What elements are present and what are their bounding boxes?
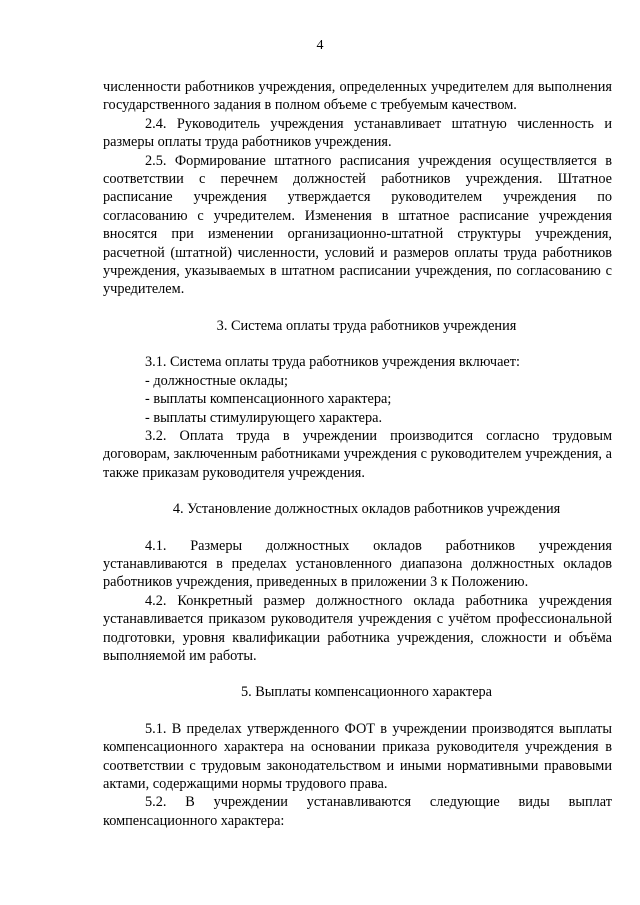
paragraph-2-5: 2.5. Формирование штатного расписания учреждения осуществляется в соответствии с перечнем должностей работников учреждения. Штатное расписание учреждения утверждается руководителем учреждения по согласованию с учредителем. Изменения в штатное расписание учреждения вносятся при изменении организационно-штатной структуры учреждения, расчетной (штатной) численности, условий и размеров оплаты труда работников учреждения, указываемых в штатном расписании учреждения, по согласованию с учредителем. bbox=[103, 152, 612, 298]
paragraph-4-2: 4.2. Конкретный размер должностного оклада работника учреждения устанавливается приказом руководителя учреждения с учётом профессиональной подготовки, уровня квалификации работника учреждения, сложности и объёма выполняемой им работы. bbox=[103, 592, 612, 664]
paragraph-3-1: 3.1. Система оплаты труда работников учреждения включает: bbox=[145, 354, 520, 371]
section-heading-5: 5. Выплаты компенсационного характера bbox=[240, 684, 493, 701]
paragraph-5-1: 5.1. В пределах утвержденного ФОТ в учреждении производятся выплаты компенсационного характера на основании приказа руководителя учреждения в соответствии с трудовым законодательством и иными нормативными правовыми актами, содержащими нормы трудового права. bbox=[103, 720, 612, 792]
list-item-incentive: - выплаты стимулирующего характера. bbox=[145, 409, 383, 426]
paragraph-3-2: 3.2. Оплата труда в учреждении производится согласно трудовым договорам, заключенным работниками учреждения с руководителем учреждения, а также приказам руководителя учреждения. bbox=[103, 427, 612, 481]
list-item-compensation: - выплаты компенсационного характера; bbox=[145, 391, 392, 408]
section-heading-3: 3. Система оплаты труда работников учреждения bbox=[216, 317, 517, 334]
section-heading-4: 4. Установление должностных окладов работников учреждения bbox=[172, 501, 561, 518]
list-item-salaries: - должностные оклады; bbox=[145, 372, 288, 389]
paragraph-continuation: численности работников учреждения, определенных учредителем для выполнения государственного задания в полном объеме с требуемым качеством. bbox=[103, 79, 612, 114]
paragraph-5-2: 5.2. В учреждении устанавливаются следующие виды выплат компенсационного характера: bbox=[103, 794, 612, 829]
page-number: 4 bbox=[316, 38, 324, 53]
paragraph-2-4: 2.4. Руководитель учреждения устанавливает штатную численность и размеры оплаты труда работников учреждения. bbox=[103, 115, 612, 151]
paragraph-4-1: 4.1. Размеры должностных окладов работников учреждения устанавливаются в пределах установленного диапазона должностных окладов работников учреждения, приведенных в приложении 3 к Положению. bbox=[103, 537, 612, 591]
document-body bbox=[103, 78, 612, 830]
